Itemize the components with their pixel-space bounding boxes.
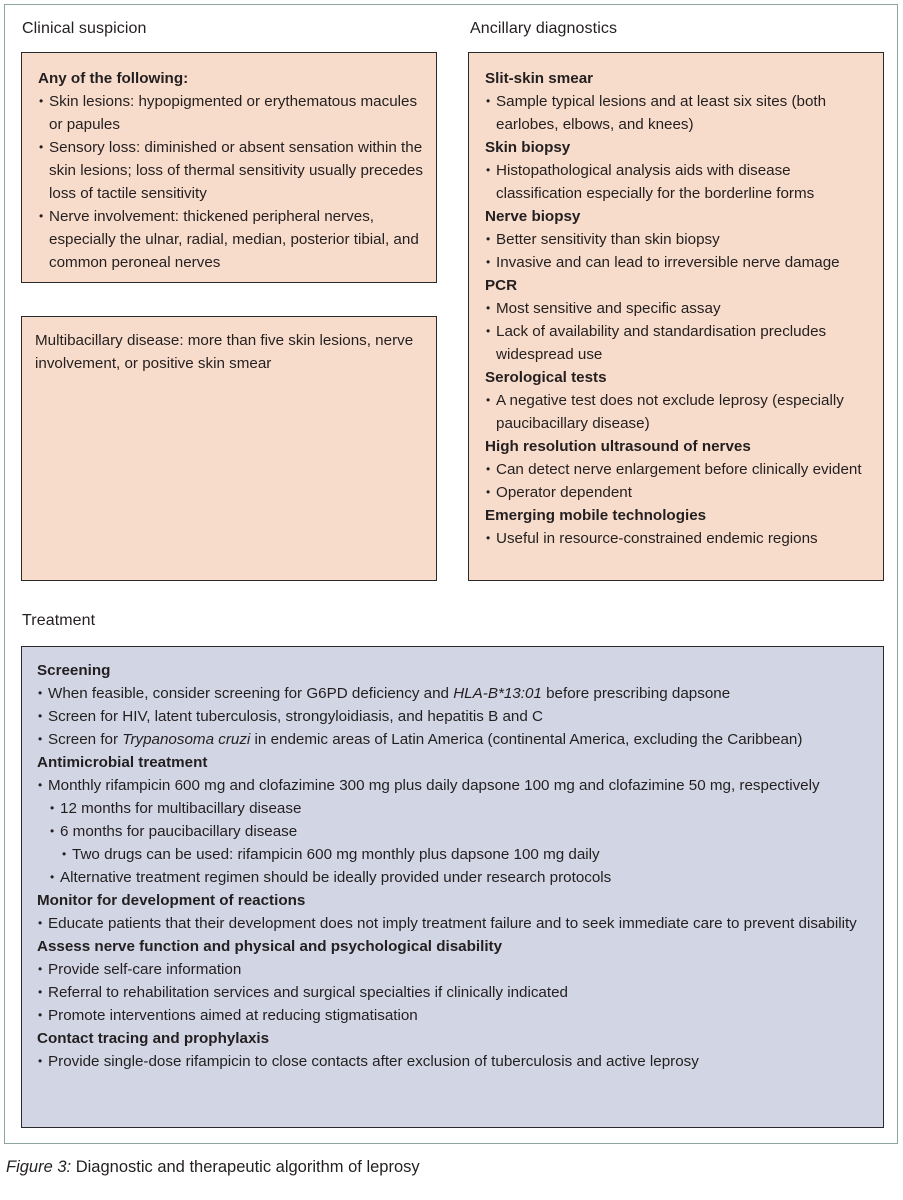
screening-heading: Screening (37, 662, 111, 679)
pcr-heading: PCR (485, 277, 518, 294)
treatment-box (21, 646, 884, 1128)
screening-g6pd-text-end: before prescribing dapsone (541, 685, 731, 702)
monitor-list (37, 912, 875, 935)
clinical-criteria-box (21, 52, 437, 283)
pcr-item: • Lack of availability and standardisation precludes widespread use (485, 320, 875, 366)
ancillary-diagnostics-title: Ancillary diagnostics (470, 20, 618, 37)
ancillary-diagnostics-box (468, 52, 884, 581)
hla-allele-text: HLA-B*13:01 (453, 685, 542, 702)
skin-biopsy-heading: Skin biopsy (485, 139, 571, 156)
multibacillary-box (21, 316, 437, 581)
assess-item: • Provide self-care information (37, 958, 875, 981)
screening-trypanosoma-text-end: in endemic areas of Latin America (continental America, excluding the Caribbean) (250, 731, 803, 748)
nerve-biopsy-item: • Better sensitivity than skin biopsy (485, 228, 875, 251)
contact-tracing-list (37, 1050, 875, 1073)
multibacillary-definition: Multibacillary disease: more than five skin lesions, nerve involvement, or positive skin smear (35, 332, 414, 372)
serological-tests-list (485, 389, 875, 435)
paucibacillary-duration: • 6 months for paucibacillary disease (49, 820, 875, 843)
criteria-skin-lesions: • Skin lesions: hypopigmented or erythematous macules or papules (38, 90, 424, 136)
assess-list (37, 958, 875, 1027)
ultrasound-heading: High resolution ultrasound of nerves (485, 438, 751, 455)
monitor-item: • Educate patients that their development does not imply treatment failure and to seek immediate care to prevent disability (37, 912, 875, 935)
figure-label: Figure 3: (6, 1158, 72, 1176)
pcr-list (485, 297, 875, 366)
criteria-heading: Any of the following: (38, 70, 189, 87)
slit-skin-smear-item: • Sample typical lesions and at least six sites (both earlobes, elbows, and knees) (485, 90, 875, 136)
antimicrobial-regimen: • Monthly rifampicin 600 mg and clofazimine 300 mg plus daily dapsone 100 mg and clofazimine 50 mg, respectively (37, 774, 875, 797)
ultrasound-item: • Operator dependent (485, 481, 875, 504)
screening-g6pd-text: When feasible, consider screening for G6PD deficiency and (48, 685, 454, 702)
skin-biopsy-item: • Histopathological analysis aids with disease classification especially for the borderline forms (485, 159, 875, 205)
slit-skin-smear-heading: Slit-skin smear (485, 70, 594, 87)
nerve-biopsy-item: • Invasive and can lead to irreversible nerve damage (485, 251, 875, 274)
serological-tests-heading: Serological tests (485, 369, 607, 386)
mobile-technologies-list (485, 527, 875, 550)
criteria-sensory-loss: • Sensory loss: diminished or absent sensation within the skin lesions; loss of thermal sensitivity usually precedes loss of tactile sensitivity (38, 136, 424, 205)
contact-tracing-heading: Contact tracing and prophylaxis (37, 1030, 270, 1047)
skin-biopsy-list (485, 159, 875, 205)
alternative-regimen: • Alternative treatment regimen should be ideally provided under research protocols (49, 866, 875, 889)
paucibacillary-two-drug-option: • Two drugs can be used: rifampicin 600 mg monthly plus dapsone 100 mg daily (61, 843, 875, 866)
contact-tracing-item: • Provide single-dose rifampicin to close contacts after exclusion of tuberculosis and active leprosy (37, 1050, 875, 1073)
monitor-heading: Monitor for development of reactions (37, 892, 306, 909)
screening-item-g6pd (37, 682, 875, 705)
clinical-suspicion-title: Clinical suspicion (22, 20, 147, 37)
assess-heading: Assess nerve function and physical and psychological disability (37, 938, 503, 955)
mobile-technologies-heading: Emerging mobile technologies (485, 507, 707, 524)
treatment-title: Treatment (22, 612, 96, 629)
nerve-biopsy-list (485, 228, 875, 274)
nerve-biopsy-heading: Nerve biopsy (485, 208, 581, 225)
criteria-nerve-involvement: • Nerve involvement: thickened peripheral nerves, especially the ulnar, radial, median, posterior tibial, and common peroneal nerves (38, 205, 424, 274)
antimicrobial-heading: Antimicrobial treatment (37, 754, 208, 771)
assess-item: • Promote interventions aimed at reducing stigmatisation (37, 1004, 875, 1027)
antimicrobial-list (37, 774, 875, 889)
criteria-list (38, 90, 424, 274)
ultrasound-item: • Can detect nerve enlargement before clinically evident (485, 458, 875, 481)
multibacillary-duration: • 12 months for multibacillary disease (49, 797, 875, 820)
screening-item-infections: • Screen for HIV, latent tuberculosis, strongyloidiasis, and hepatitis B and C (37, 705, 875, 728)
screening-trypanosoma-text: Screen for (48, 731, 123, 748)
screening-item-trypanosoma (37, 728, 875, 751)
figure-caption-text: Diagnostic and therapeutic algorithm of leprosy (71, 1158, 420, 1176)
ultrasound-list (485, 458, 875, 504)
screening-list (37, 682, 875, 751)
slit-skin-smear-list (485, 90, 875, 136)
figure-caption (6, 1158, 420, 1177)
trypanosoma-name: Trypanosoma cruzi (122, 731, 251, 748)
pcr-item: • Most sensitive and specific assay (485, 297, 875, 320)
mobile-technologies-item: • Useful in resource-constrained endemic regions (485, 527, 875, 550)
serological-tests-item: • A negative test does not exclude leprosy (especially paucibacillary disease) (485, 389, 875, 435)
assess-item: • Referral to rehabilitation services and surgical specialties if clinically indicated (37, 981, 875, 1004)
